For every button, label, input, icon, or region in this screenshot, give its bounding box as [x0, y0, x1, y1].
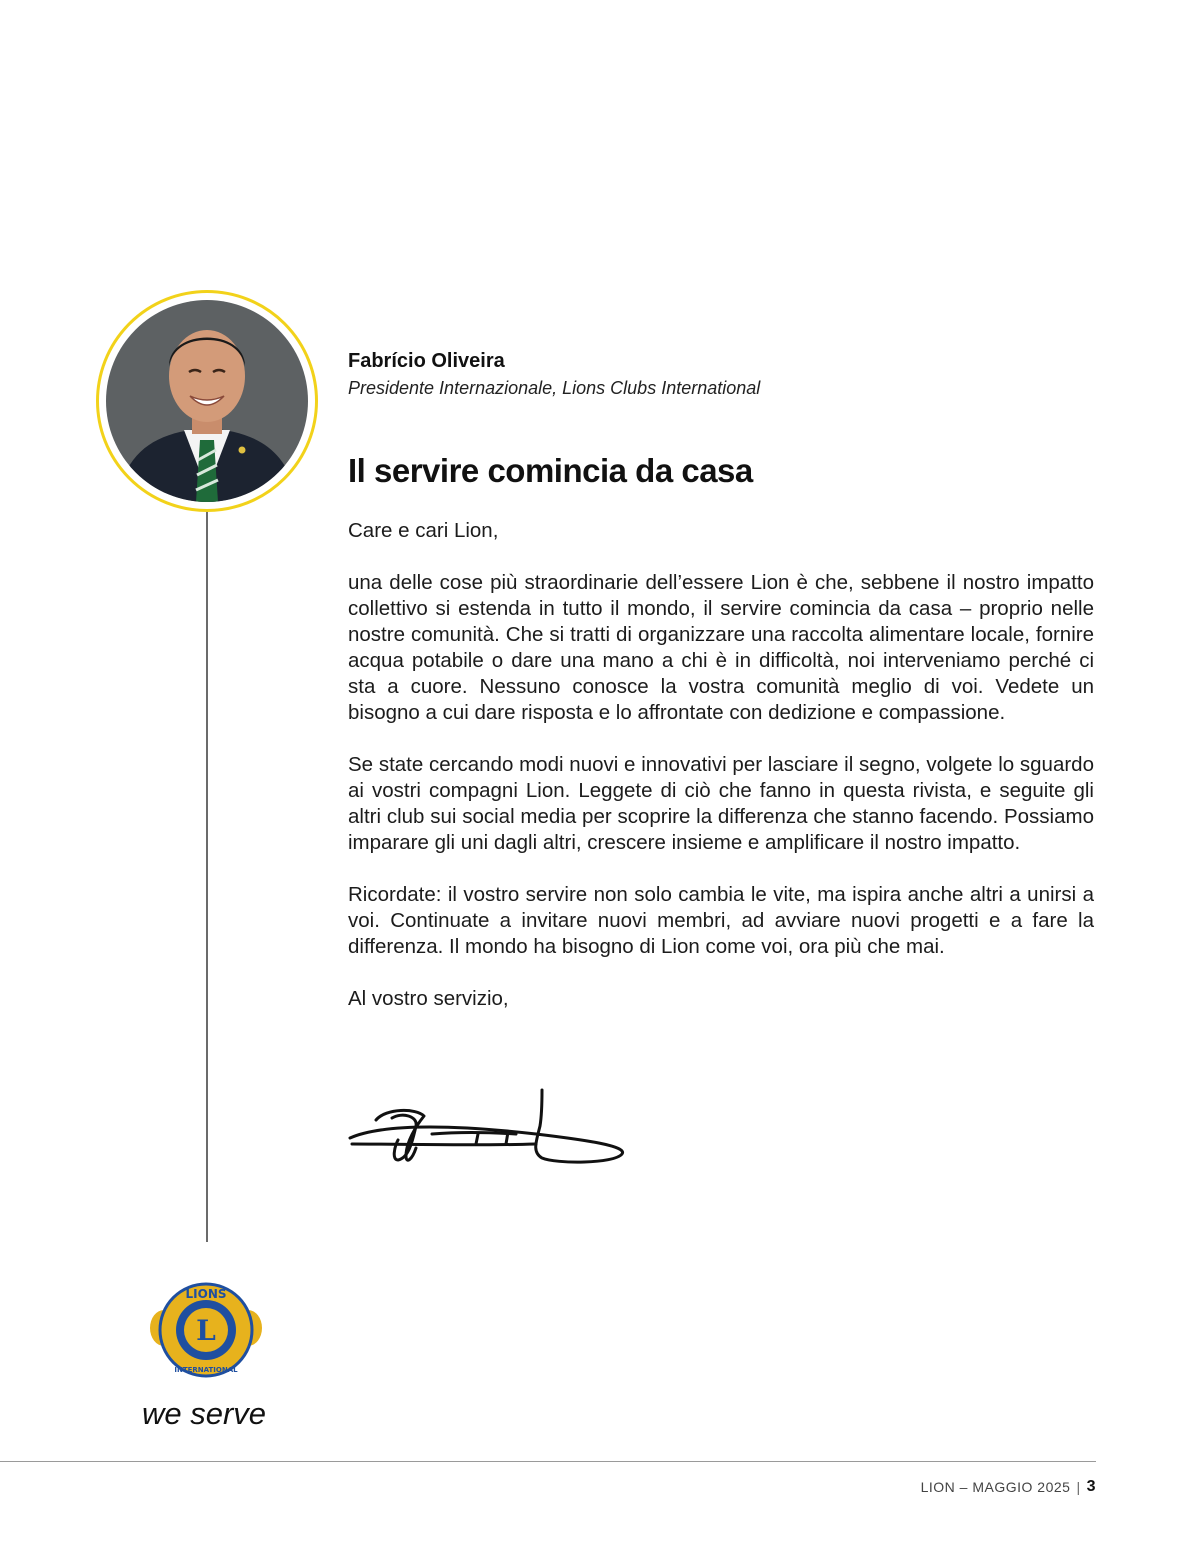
footer-divider	[0, 1461, 1096, 1462]
lions-international-logo	[150, 1274, 262, 1391]
page-footer	[921, 1478, 1096, 1496]
paragraph: una delle cose più straordinarie dell’essere Lion è che, sebbene il nostro impatto collettivo si estenda in tutto il mondo, il servire comincia da casa – proprio nelle nostre comunità. Che si tratti di organizzare una raccolta alimentare locale, fornire acqua potabile o dare una mano a chi è in difficoltà, noi interveniamo perché ci sta a cuore. Nessuno conosce la vostra comunità meglio di voi. Vedete un bisogno a cui dare risposta e lo affrontate con dedizione e compassione.	[348, 571, 1094, 724]
signature	[346, 1086, 628, 1173]
article-title: Il servire comincia da casa	[348, 452, 753, 489]
logo-bottom-text: INTERNATIONAL	[174, 1366, 238, 1374]
publication-label: LION – MAGGIO 2025	[920, 1479, 1071, 1495]
timeline-line	[206, 512, 208, 1242]
footer-separator: |	[1076, 1479, 1081, 1495]
motto: we serve	[142, 1396, 267, 1431]
author-role: Presidente Internazionale, Lions Clubs International	[348, 378, 761, 398]
salutation: Care e cari Lion,	[348, 519, 499, 542]
logo-top-text: LIONS	[185, 1287, 227, 1301]
author-name: Fabrício Oliveira	[348, 350, 505, 372]
article-body	[348, 518, 1094, 1038]
author-portrait	[96, 290, 318, 512]
page-number: 3	[1086, 1478, 1096, 1495]
paragraph: Ricordate: il vostro servire non solo cambia le vite, ma ispira anche altri a unirsi a voi. Continuate a invitare nuovi membri, ad avviare nuovi progetti e a fare la differenza. Il mondo ha bisogno di Lion come voi, ora più che mai.	[348, 883, 1094, 958]
closing: Al vostro servizio,	[348, 987, 509, 1010]
logo-letter: L	[196, 1314, 216, 1347]
paragraph: Se state cercando modi nuovi e innovativi per lasciare il segno, volgete lo sguardo ai vostri compagni Lion. Leggete di ciò che fanno in questa rivista, e seguite gli altri club sui social media per scoprire la differenza che stanno facendo. Possiamo imparare gli uni dagli altri, crescere insieme e amplificare il nostro impatto.	[348, 753, 1094, 854]
author-photo	[106, 300, 308, 502]
